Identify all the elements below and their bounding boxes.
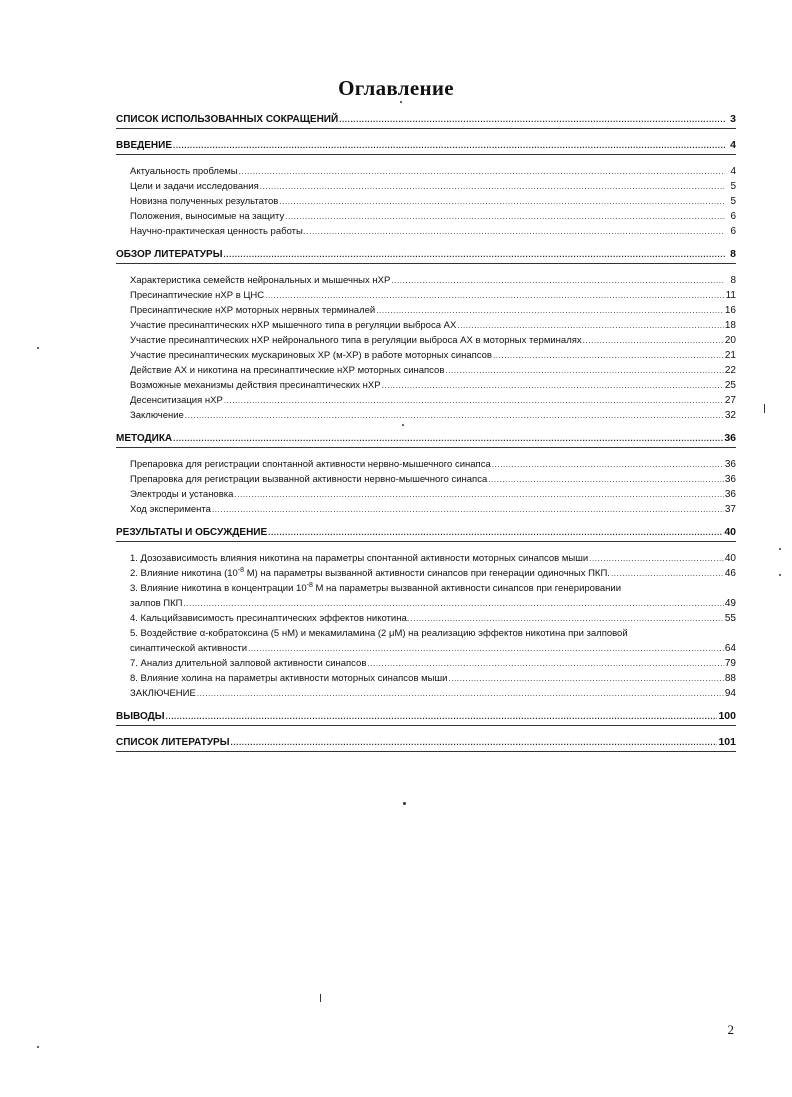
toc-entry-title: Новизна полученных результатов [130,196,279,207]
toc-entry[interactable] [116,487,736,502]
toc-section[interactable] [116,709,736,724]
toc-entry-title: Десенситизация нХР [130,395,223,406]
section-divider [116,447,736,448]
dot-leader [184,596,724,611]
dot-leader [376,303,724,318]
dot-leader [583,333,724,348]
toc-page-number: 4 [730,139,736,151]
section-divider [116,154,736,155]
page-number: 2 [727,1022,734,1037]
toc-page-number: 40 [724,526,736,538]
toc-page-number: 36 [724,432,736,444]
section-divider [116,725,736,726]
toc-entry-title: ОБЗОР ЛИТЕРАТУРЫ [116,249,223,260]
toc-entry-title: залпов ПКП [130,598,183,609]
dot-leader [197,686,724,701]
dot-leader [492,457,724,472]
toc-entry-title: СПИСОК ИСПОЛЬЗОВАННЫХ СОКРАЩЕНИЙ [116,114,339,125]
toc-page-number: 101 [718,736,736,748]
toc-page-number: 16 [724,305,736,316]
scan-speck [37,347,39,349]
toc-page-number: 22 [724,365,736,376]
toc-page-number: 40 [724,553,736,564]
dot-leader [367,656,724,671]
toc-entry[interactable] [116,641,736,656]
section-divider [116,541,736,542]
toc-entry-title: 2. Влияние никотина ($10^{-8}$ М) на параметры вызванной активности синапсов при генерации одиночных ПКП. [130,566,610,579]
toc-entry[interactable] [116,288,736,303]
toc-page-number: 37 [724,504,736,515]
toc-page-number: 25 [724,380,736,391]
toc-section[interactable] [116,247,736,262]
toc-entry[interactable] [116,686,736,701]
toc-entry-title: МЕТОДИКА [116,433,173,444]
toc-page-number: 64 [724,643,736,654]
section-divider [116,751,736,752]
page-title: Оглавление [338,76,454,100]
dot-leader [173,138,725,153]
scan-speck [403,802,406,805]
superscript-exponent: -8 [237,566,245,574]
toc-entry[interactable] [116,273,736,288]
toc-entry[interactable] [116,318,736,333]
toc-entry-title: Участие пресинаптических нХР нейронального типа в регуляции выброса АХ в моторных терминалях [130,335,582,346]
toc-page-number: 79 [724,658,736,669]
dot-leader [212,502,724,517]
spacer [116,701,736,705]
toc-entry-title: ВЫВОДЫ [116,711,165,722]
toc-section[interactable] [116,431,736,446]
superscript-exponent: -8 [306,581,313,589]
toc-page-number: 36 [724,474,736,485]
toc-page-number: 8 [730,248,736,260]
toc-page-number: 55 [724,613,736,624]
toc-entry[interactable] [116,164,736,179]
table-of-contents [116,108,736,761]
dot-leader [248,641,724,656]
dot-leader [234,487,723,502]
scan-speck [400,101,402,103]
toc-page-number: 36 [724,459,736,470]
toc-entry[interactable] [116,393,736,408]
toc-entry-title: Цели и задачи исследования [130,181,259,192]
dot-leader [445,363,724,378]
dot-leader [260,179,725,194]
toc-page-number: 100 [718,710,736,722]
toc-entry-title: Электроды и установка [130,489,234,500]
toc-entry[interactable] [116,408,736,423]
toc-page-number: 20 [724,335,736,346]
dot-leader [457,318,724,333]
dot-leader [448,671,723,686]
toc-entry[interactable] [116,179,736,194]
toc-entry-title: 4. Кальцийзависимость пресинаптических эффектов никотина. [130,613,410,624]
toc-entry-title: Заключение [130,410,184,421]
scan-speck [779,574,781,576]
toc-page-number: 11 [725,290,736,301]
toc-entry[interactable] [116,551,736,566]
toc-entry-title: Возможные механизмы действия пресинаптических нХР [130,380,381,391]
toc-page-number: 46 [724,568,736,579]
toc-entry-title: Участие пресинаптических нХР мышечного типа в регуляции выброса АХ [130,320,457,331]
toc-page-number: 21 [724,350,736,361]
dot-leader [223,247,725,262]
toc-entry-title: Участие пресинаптических мускариновых ХР (м-ХР) в работе моторных синапсов [130,350,492,361]
toc-page-number: 5 [730,181,736,192]
dot-leader [382,378,724,393]
scan-speck [37,1046,39,1048]
toc-entry-title: Действие АХ и никотина на пресинаптические нХР моторных синапсов [130,365,445,376]
toc-page-number: 5 [730,196,736,207]
toc-entry-title: РЕЗУЛЬТАТЫ И ОБСУЖДЕНИЕ [116,527,268,538]
toc-entry[interactable] [116,671,736,686]
toc-page-number: 27 [724,395,736,406]
toc-page-number: 49 [724,598,736,609]
toc-entry[interactable] [116,596,736,611]
section-divider [116,263,736,264]
toc-section[interactable] [116,525,736,540]
toc-entry[interactable] [116,194,736,209]
spacer [116,517,736,521]
dot-leader [231,735,718,750]
dot-leader [589,551,724,566]
toc-entry-title: Пресинаптические нХР моторных нервных терминалей [130,305,376,316]
dot-leader [391,273,725,288]
toc-entry[interactable] [116,566,736,581]
toc-entry[interactable] [116,348,736,363]
dot-leader [410,611,724,626]
toc-entry-title: 7. Анализ длительной залповой активности синапсов [130,658,367,669]
toc-page-number: 8 [730,275,736,286]
dot-leader [339,112,725,127]
section-divider [116,128,736,129]
toc-entry-title: Ход эксперимента [130,504,211,515]
toc-page-number: 88 [724,673,736,684]
dot-leader [268,525,723,540]
dot-leader [185,408,724,423]
spacer [116,423,736,427]
toc-entry[interactable] [116,656,736,671]
scan-speck [320,994,321,1002]
toc-page-number: 18 [724,320,736,331]
toc-section[interactable] [116,735,736,750]
toc-entry-title: синаптической активности [130,643,248,654]
toc-entry-title: Пресинаптические нХР в ЦНС [130,290,265,301]
toc-entry-title: Научно-практическая ценность работы. [130,226,306,237]
dot-leader [493,348,724,363]
toc-section[interactable] [116,112,736,127]
spacer [116,239,736,243]
dot-leader [265,288,724,303]
toc-entry[interactable] [116,611,736,626]
toc-page-number: 36 [724,489,736,500]
toc-page-number: 3 [730,113,736,125]
dot-leader [488,472,724,487]
toc-entry-title: Положения, выносимые на защиту [130,211,285,222]
toc-entry[interactable] [116,378,736,393]
dot-leader [224,393,724,408]
dot-leader [173,431,723,446]
toc-entry[interactable] [116,502,736,517]
scan-speck [779,548,781,550]
toc-entry-title: ВВЕДЕНИЕ [116,140,172,151]
toc-entry-title: 8. Влияние холина на параметры активности моторных синапсов мыши [130,673,448,684]
toc-entry-title: СПИСОК ЛИТЕРАТУРЫ [116,737,230,748]
toc-entry[interactable] [116,303,736,318]
toc-entry-title: Актуальность проблемы [130,166,238,177]
toc-entry[interactable] [116,457,736,472]
dot-leader [166,709,718,724]
toc-page-number: 6 [730,226,736,237]
toc-section[interactable] [116,138,736,153]
dot-leader [306,224,725,239]
toc-page-number: 4 [730,166,736,177]
toc-entry[interactable] [116,333,736,348]
toc-entry[interactable] [116,209,736,224]
toc-entry-title: Препаровка для регистрации спонтанной активности нервно-мышечного синапса [130,459,491,470]
toc-page-number: 32 [724,410,736,421]
toc-entry[interactable] [116,224,736,239]
toc-page-number: 6 [730,211,736,222]
toc-entry-title: Препаровка для регистрации вызванной активности нервно-мышечного синапса [130,474,488,485]
toc-entry-title: Характеристика семейств нейрональных и мышечных нХР [130,275,391,286]
dot-leader [611,566,724,581]
toc-entry[interactable] [116,363,736,378]
toc-entry-title: 1. Дозозависимость влияния никотина на параметры спонтанной активности моторных синапсов мыши [130,553,589,564]
scan-speck [402,424,404,426]
toc-entry-line: 5. Воздействие α-кобратоксина (5 нМ) и мекамиламина (2 μМ) на реализацию эффектов никотина при залповой [130,628,628,639]
toc-entry-title: ЗАКЛЮЧЕНИЕ [130,688,196,699]
toc-entry-line: 3. Влияние никотина в концентрации $10^{-8}$ М на параметры вызванной активности синапсов при генерировании [130,581,622,594]
toc-page-number: 94 [724,688,736,699]
dot-leader [239,164,725,179]
dot-leader [279,194,725,209]
toc-entry[interactable] [116,472,736,487]
dot-leader [285,209,725,224]
scan-speck [764,404,765,413]
